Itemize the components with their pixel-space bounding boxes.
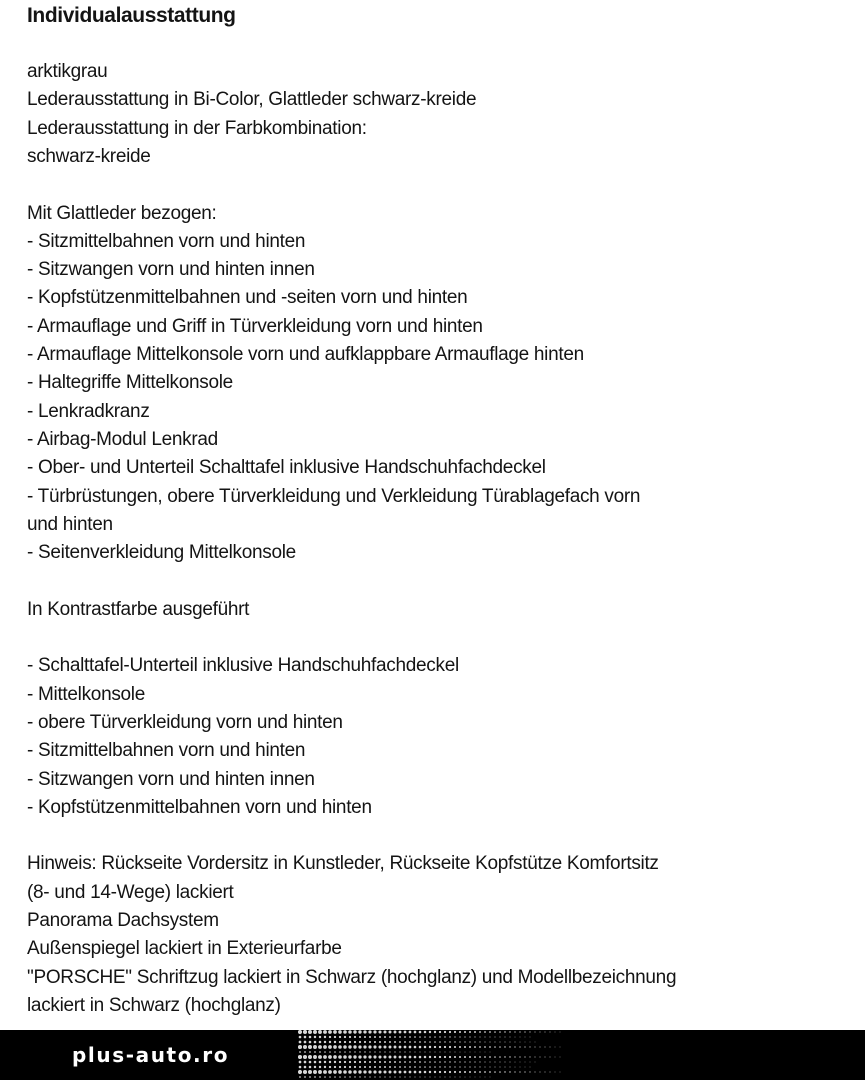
document-line: - Armauflage und Griff in Türverkleidung vorn und hinten: [27, 315, 483, 337]
document-line: - Türbrüstungen, obere Türverkleidung und Verkleidung Türablagefach vorn: [27, 485, 641, 507]
document-line: - Mittelkonsole: [27, 683, 145, 705]
document-line: Hinweis: Rückseite Vordersitz in Kunstleder, Rückseite Kopfstütze Komfortsitz: [27, 853, 659, 875]
document-line: arktikgrau: [27, 61, 108, 82]
document-line: Lederausstattung in der Farbkombination:: [27, 117, 367, 139]
document-line: - Sitzwangen vorn und hinten innen: [27, 259, 315, 281]
watermark-footer: [0, 1030, 865, 1080]
document-line: Außenspiegel lackiert in Exterieurfarbe: [27, 938, 342, 960]
document-line: Mit Glattleder bezogen:: [27, 202, 217, 224]
document-line: - Airbag-Modul Lenkrad: [27, 428, 218, 450]
document-line: Lederausstattung in Bi-Color, Glattleder schwarz-kreide: [27, 89, 477, 111]
footer-brand: plus-auto.ro: [72, 1043, 230, 1067]
document-line: - Lenkradkranz: [27, 400, 150, 422]
document-title: Individualausstattung: [27, 4, 236, 27]
document-line: - Kopfstützenmittelbahnen und -seiten vorn und hinten: [27, 287, 468, 309]
document-line: schwarz-kreide: [27, 145, 151, 167]
document-line: - Schalttafel-Unterteil inklusive Handschuhfachdeckel: [27, 655, 459, 677]
document-line: - Armauflage Mittelkonsole vorn und aufklappbare Armauflage hinten: [27, 344, 584, 365]
document-line: - Sitzmittelbahnen vorn und hinten: [27, 230, 306, 252]
document-line: und hinten: [27, 513, 113, 535]
document-line: lackiert in Schwarz (hochglanz): [27, 994, 281, 1016]
document-line: In Kontrastfarbe ausgeführt: [27, 598, 250, 620]
document-line: "PORSCHE" Schriftzug lackiert in Schwarz (hochglanz) und Modellbezeichnung: [27, 966, 677, 988]
document-line: - Ober- und Unterteil Schalttafel inklusive Handschuhfachdeckel: [27, 457, 546, 479]
halftone-dots-pattern: [298, 1030, 618, 1080]
document-line: - obere Türverkleidung vorn und hinten: [27, 711, 343, 733]
document-line: (8- und 14-Wege) lackiert: [27, 881, 234, 903]
document-line: - Sitzmittelbahnen vorn und hinten: [27, 740, 306, 762]
document-line: - Haltegriffe Mittelkonsole: [27, 372, 233, 394]
document-line: - Seitenverkleidung Mittelkonsole: [27, 542, 296, 564]
document-line: - Sitzwangen vorn und hinten innen: [27, 768, 315, 790]
document-line: - Kopfstützenmittelbahnen vorn und hinten: [27, 796, 372, 818]
document-line: Panorama Dachsystem: [27, 910, 219, 931]
